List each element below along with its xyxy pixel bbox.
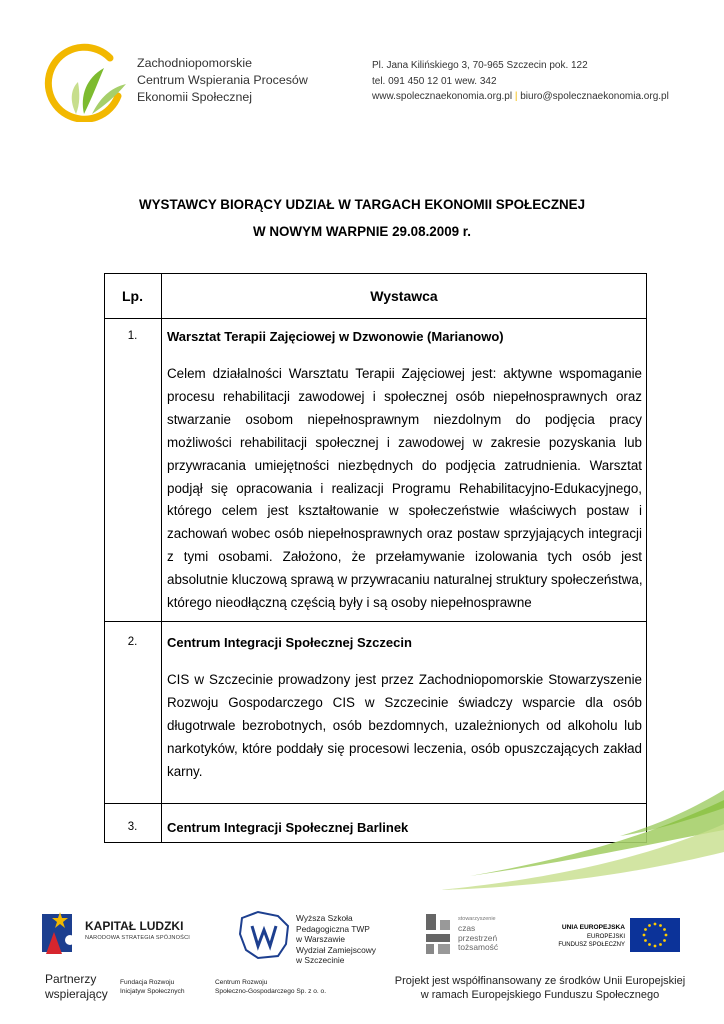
cofinancing-line: Projekt jest współfinansowany ze środków Unii Europejskiej: [394, 975, 686, 987]
row-number: 2.: [127, 636, 138, 648]
eu-fund-line: EUROPEJSKI: [586, 934, 625, 940]
description-line: którego nieodłączną częścią były i są osoby niepełnosprawne: [167, 595, 532, 611]
description-line: którego celem jest kształtowanie w społeczeństwie właściwych postaw i: [167, 503, 642, 519]
school-line: Pedagogiczna TWP: [296, 923, 370, 934]
description-line: Celem działalności Warsztatu Terapii Zajęciowej jest: aktywne wspomaganie: [167, 366, 642, 381]
document-subtitle: W NOWYM WARPNIE 29.08.2009 r.: [252, 224, 472, 239]
school-line: Wyższa Szkoła: [296, 913, 353, 923]
decorative-swoosh: [0, 790, 724, 910]
stowarzyszenie-line: tożsamość: [458, 942, 499, 952]
document-title: WYSTAWCY BIORĄCY UDZIAŁ W TARGACH EKONOMII SPOŁECZNEJ: [138, 197, 586, 212]
wsp-twp-logo-icon: [238, 910, 292, 960]
exhibitor-name: Centrum Integracji Społecznej Barlinek: [167, 820, 409, 835]
row-number: 1.: [127, 330, 138, 342]
header-lp: Lp.: [122, 288, 143, 304]
centrum-rozwoju-name: [215, 978, 326, 996]
organization-logo: [40, 40, 132, 122]
description-line: karny.: [167, 763, 203, 779]
partners-label: [45, 972, 108, 1002]
row-divider: [104, 621, 647, 622]
school-line: w Warszawie: [296, 934, 346, 944]
partners-line: Partnerzy: [45, 972, 97, 986]
description-line: Rozwoju Gospodarczego CIS w Szczecinie świadczy wsparcie dla osób: [167, 694, 642, 710]
eu-fund: [550, 933, 625, 949]
kapital-ludzki-subtitle: NARODOWA STRATEGIA SPÓJNOŚCI: [85, 935, 191, 941]
column-divider: [161, 273, 162, 843]
fundacja-line: Fundacja Rozwoju: [120, 979, 175, 986]
description-line: podjął się opracowania i realizacji Programu Rehabilitacyjno-Edukacyjnego,: [167, 480, 642, 496]
org-name-line: Ekonomii Społecznej: [137, 90, 253, 104]
contact-block: [372, 58, 669, 105]
separator: |: [514, 91, 518, 102]
header-exhibitor: Wystawca: [370, 288, 438, 304]
org-name-line: Zachodniopomorskie: [137, 56, 253, 70]
exhibitor-description: [167, 669, 642, 784]
exhibitor-name: Warsztat Terapii Zajęciowej w Dzwonowie (Marianowo): [167, 329, 504, 344]
description-line: możliwości rehabilitacji społecznej i zawodowej w zakresie pozyskania lub: [167, 434, 642, 450]
row-number: 3.: [127, 821, 138, 833]
stowarzyszenie-label: stowarzyszenie: [458, 916, 496, 922]
centrum-line: Społeczno-Gospodarczego Sp. z o. o.: [215, 988, 327, 995]
email-link[interactable]: biuro@spolecznaekonomia.org.pl: [520, 91, 669, 102]
description-line: zachowań wobec osób niepełnosprawnych oraz postaw sprzyjających integracji: [167, 526, 642, 542]
partners-line: wspierający: [45, 987, 108, 1001]
kapital-ludzki-logo-icon: [40, 910, 80, 958]
eu-fund-line: FUNDUSZ SPOŁECZNY: [558, 942, 625, 948]
stowarzyszenie-logo-icon: [422, 912, 454, 956]
eu-title: UNIA EUROPEJSKA: [561, 924, 625, 931]
row-divider: [104, 318, 647, 319]
description-line: absolutnie kluczową sprawą w przywracaniu naturalnej struktury społeczeństwa,: [167, 572, 643, 588]
stowarzyszenie-line: czas: [458, 923, 476, 933]
website-link[interactable]: www.spolecznaekonomia.org.pl: [372, 91, 513, 102]
exhibitor-description: [167, 363, 642, 615]
org-name-line: Centrum Wspierania Procesów: [137, 73, 308, 87]
organization-name: [137, 55, 337, 106]
description-line: procesu rehabilitacji zawodowej i społecznej osób niepełnosprawnych oraz: [167, 388, 642, 404]
description-line: stwarzanie osobom niepełnosprawnym niezdolnym do podjęcia pracy: [167, 411, 642, 427]
eu-flag-icon: [630, 918, 680, 952]
centrum-line: Centrum Rozwoju: [215, 979, 268, 986]
cofinancing-line: w ramach Europejskiego Funduszu Społecznego: [420, 989, 660, 1001]
web-email-line: [372, 89, 669, 105]
description-line: długotrwale bezrobotnych, osób bezdomnych, uzależnionych od alkoholu lub: [167, 717, 642, 733]
address: Pl. Jana Kilińskiego 3, 70-965 Szczecin pok. 122: [372, 60, 588, 71]
school-name: [296, 913, 376, 966]
description-line: CIS w Szczecinie prowadzony jest przez Zachodniopomorskie Stowarzyszenie: [167, 672, 642, 687]
stowarzyszenie-name: [458, 924, 498, 953]
exhibitor-name: Centrum Integracji Społecznej Szczecin: [167, 635, 412, 650]
fundacja-name: [120, 978, 185, 996]
fundacja-line: Inicjatyw Społecznych: [120, 988, 185, 995]
kapital-ludzki-title: KAPITAŁ LUDZKI: [85, 919, 184, 933]
description-line: z tymi osobami. Założono, że przełamywanie izolowania tych osób jest: [167, 549, 642, 565]
phone: tel. 091 450 12 01 wew. 342: [372, 75, 497, 87]
description-line: przywracania umiejętności niezbędnych do podjęcia zatrudnienia. Warsztat: [167, 457, 642, 473]
school-line: Wydział Zamiejscowy: [296, 944, 376, 955]
description-line: narkotyków, które poddały się procesowi leczenia, osób opuszczających zakład: [167, 740, 642, 756]
stowarzyszenie-line: przestrzeń: [458, 932, 498, 943]
school-line: w Szczecinie: [296, 955, 345, 965]
cofinancing-note: [384, 974, 696, 1002]
